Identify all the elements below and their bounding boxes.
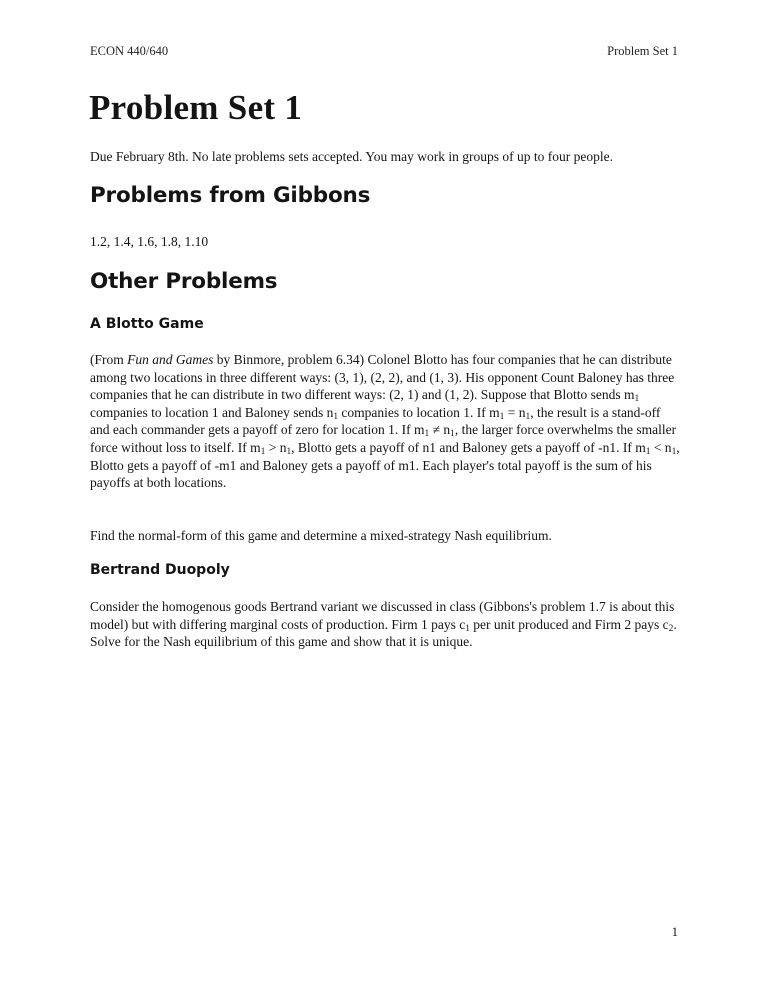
section-heading-gibbons: Problems from Gibbons xyxy=(90,183,371,208)
blotto-task-text: Find the normal-form of this game and determine a mixed-strategy Nash equilibrium. xyxy=(90,528,552,543)
section-heading-other: Other Problems xyxy=(90,269,278,294)
page-number: 1 xyxy=(671,925,678,939)
book-title: Fun and Games xyxy=(127,352,214,367)
gibbons-problem-list: 1.2, 1.4, 1.6, 1.8, 1.10 xyxy=(90,234,209,249)
course-code: ECON 440/640 xyxy=(90,44,169,58)
subheading-bertrand-duopoly: Bertrand Duopoly xyxy=(90,562,230,578)
blotto-problem-text: (From Fun and Games by Binmore, problem 6.34) Colonel Blotto has four companies that he can distribute among two locations in three different ways: (3, 1), (2, 2), and (1, 3). His opponent Count Baloney has three companies that he can distribute in two different ways: (2, 1) and (1, 2). Suppose that Blotto sends $m_1$ companies to location 1 and Baloney sends $n_1$ companies to location 1. If $m_1 = n_1$, the result is a stand-off and each commander gets a payoff of zero for location 1. If $m_1 \ne n_1$, the larger force overwhelms the smaller force without loss to itself. If $m_1 > n_1$, Blotto gets a payoff of n1 and Baloney gets a payoff of -n1. If $m_1 < n_1$, Blotto gets a payoff of -m1 and Baloney gets a payoff of m1. Each player's total payoff is the sum of his payoffs at both locations. xyxy=(90,352,680,491)
subheading-blotto-game: A Blotto Game xyxy=(90,316,204,332)
document-short-title: Problem Set 1 xyxy=(607,44,678,58)
due-date-note: Due February 8th. No late problems sets accepted. You may work in groups of up to four people. xyxy=(90,149,614,164)
running-header xyxy=(90,44,678,59)
page-title: Problem Set 1 xyxy=(89,88,303,127)
bertrand-problem-text: Consider the homogenous goods Bertrand variant we discussed in class (Gibbons's problem 1.7 is about this model) but with differing marginal costs of production. Firm 1 pays $c_1$ per unit produced and Firm 2 pays $c_2$. Solve for the Nash equilibrium of this game and show that it is unique. xyxy=(90,599,677,650)
